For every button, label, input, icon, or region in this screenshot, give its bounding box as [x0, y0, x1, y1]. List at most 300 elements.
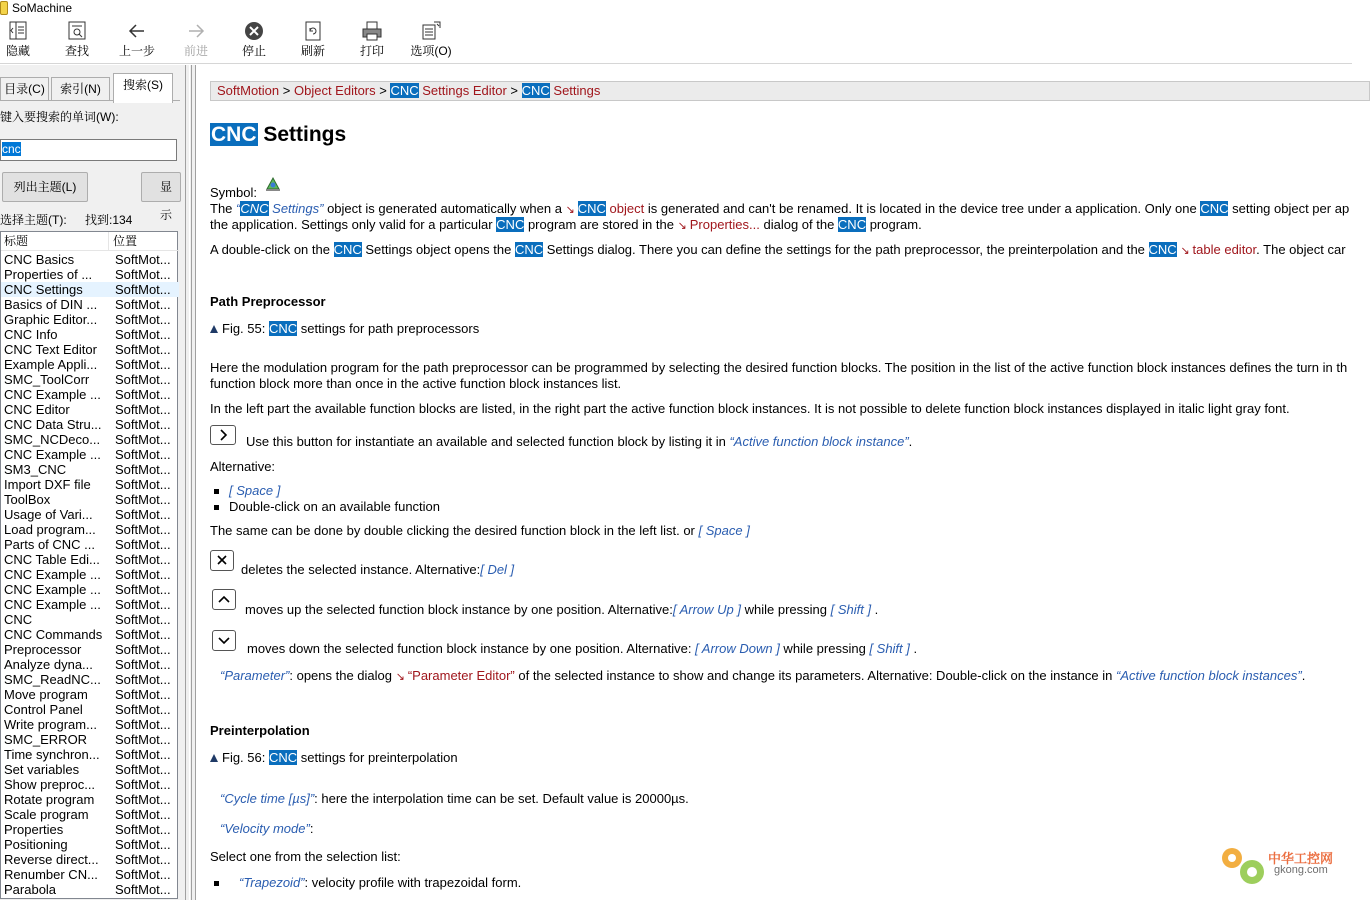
topic-title: CNC Table Edi...: [4, 552, 100, 567]
paragraph-delete: [241, 562, 514, 578]
term-cycle-time: “Cycle time [µs]”: [220, 791, 315, 806]
topic-row[interactable]: [1, 462, 179, 477]
topic-title: Control Panel: [4, 702, 83, 717]
topic-title: Show preproc...: [4, 777, 96, 792]
topic-row[interactable]: [1, 732, 179, 747]
column-title-header[interactable]: 标题: [4, 234, 29, 248]
topic-location: SoftMot...: [115, 657, 171, 672]
topic-title: CNC: [4, 612, 33, 627]
topic-row[interactable]: [1, 372, 179, 387]
tab-search[interactable]: [113, 73, 173, 103]
topic-row[interactable]: [1, 297, 179, 312]
text: .: [871, 602, 879, 617]
topic-row[interactable]: [1, 267, 179, 282]
term-parameter: “Parameter”: [220, 668, 290, 683]
gear-logo-icon: [1212, 840, 1272, 890]
bullet: [214, 881, 219, 886]
topic-title: CNC Commands: [4, 627, 103, 642]
display-button[interactable]: [141, 172, 181, 222]
breadcrumb-cnc-settings-editor[interactable]: [390, 83, 506, 98]
topic-title: CNC Text Editor: [4, 342, 97, 357]
topic-row[interactable]: [1, 792, 179, 807]
text: program are stored in the: [524, 217, 678, 232]
topic-location: SoftMot...: [115, 342, 171, 357]
topic-title: Parabola: [4, 882, 57, 897]
topic-location: SoftMot...: [115, 522, 171, 537]
topic-title: SM3_CNC: [4, 462, 67, 477]
topic-title: Parts of CNC ...: [4, 537, 96, 552]
topic-list-header: [1, 232, 179, 251]
topic-title: SMC_ToolCorr: [4, 372, 90, 387]
nav-tabs: [0, 71, 186, 101]
text: The same can be done by double clicking the desired function block in the left list. or: [210, 523, 699, 538]
topic-title: Reverse direct...: [4, 852, 99, 867]
paragraph-cycle-time: [220, 791, 689, 807]
topic-row[interactable]: [1, 822, 179, 837]
topic-row[interactable]: [1, 252, 179, 267]
watermark-en: gkong.com: [1274, 864, 1328, 876]
topic-location: SoftMot...: [115, 762, 171, 777]
delete-button-image: [210, 550, 234, 571]
move-up-button-image: [212, 589, 236, 610]
topic-location: SoftMot...: [115, 567, 171, 582]
select-topic-label: 选择主题(T):: [0, 213, 67, 227]
paragraph-left-right: In the left part the available function blocks are listed, in the right part the active function block instances. It is not possible to delete function block instances displayed in italic light gray font.: [210, 401, 1290, 416]
text: dialog of the: [759, 217, 838, 232]
instantiate-button-image: [210, 425, 236, 445]
text: while pressing: [740, 602, 831, 617]
expand-triangle-icon: [210, 325, 218, 333]
topic-row[interactable]: [1, 717, 179, 732]
find-button[interactable]: [63, 20, 91, 62]
topic-title: CNC Settings: [4, 282, 83, 297]
search-panel: [0, 100, 180, 900]
topic-row[interactable]: [1, 552, 179, 567]
link-arrow-icon: ↘: [677, 220, 687, 232]
topic-location: SoftMot...: [115, 477, 171, 492]
text: while pressing: [779, 641, 870, 656]
options-button[interactable]: [408, 20, 454, 62]
tab-contents-label: 目录(C): [4, 82, 45, 96]
topic-location: SoftMot...: [115, 822, 171, 837]
topic-row[interactable]: [1, 417, 179, 432]
key-space: [ Space ]: [229, 483, 281, 498]
topic-location: SoftMot...: [115, 447, 171, 462]
options-label: 选项(O): [410, 44, 452, 58]
topic-row[interactable]: [1, 312, 179, 327]
breadcrumb-cnc-settings: [522, 83, 601, 98]
paragraph-same: [210, 523, 750, 539]
term-trapezoid: “Trapezoid”: [239, 875, 305, 890]
topic-title: CNC Basics: [4, 252, 75, 267]
text: Settings dialog. There you can define the settings for the path preprocessor, the preinterpolation and the: [543, 242, 1149, 257]
topic-location: SoftMot...: [115, 492, 171, 507]
topic-row[interactable]: [1, 612, 179, 627]
search-prompt: 键入要搜索的单词(W):: [0, 110, 119, 124]
list-item-double-click: Double-click on an available function: [229, 499, 441, 514]
topic-row[interactable]: [1, 282, 179, 297]
topic-title: CNC Example ...: [4, 597, 101, 612]
topic-row[interactable]: [1, 567, 179, 582]
topic-row[interactable]: [1, 597, 179, 612]
refresh-button[interactable]: [299, 20, 327, 62]
navigation-pane: [0, 65, 186, 900]
topic-location: SoftMot...: [115, 807, 171, 822]
topic-row[interactable]: [1, 867, 179, 882]
back-arrow-icon: [126, 20, 148, 42]
topic-title: Properties: [4, 822, 64, 837]
topic-location: SoftMot...: [115, 867, 171, 882]
breadcrumb-sep: >: [279, 83, 294, 98]
topic-location: SoftMot...: [115, 267, 171, 282]
display-label: 显示: [160, 180, 173, 222]
topic-title: Time synchron...: [4, 747, 100, 762]
stop-label: 停止: [241, 44, 266, 58]
paragraph-move-down: [247, 641, 917, 657]
text: : velocity profile with trapezoidal form.: [304, 875, 522, 890]
heading-preinterpolation: Preinterpolation: [210, 723, 310, 738]
bullet: [214, 505, 219, 510]
paragraph-parameter: [220, 668, 1305, 685]
link-arrow-icon: ↘: [565, 204, 575, 216]
tab-index[interactable]: [51, 77, 110, 101]
text: program.: [866, 217, 922, 232]
topic-row[interactable]: [1, 687, 179, 702]
topic-location: SoftMot...: [115, 777, 171, 792]
text: . The object car: [1256, 242, 1346, 257]
topic-title: Move program: [4, 687, 88, 702]
title-bar: [0, 0, 1352, 17]
topic-location: SoftMot...: [115, 837, 171, 852]
topic-row[interactable]: [1, 477, 179, 492]
breadcrumb-text: Settings: [549, 83, 601, 98]
breadcrumb-softmotion[interactable]: SoftMotion: [217, 83, 280, 98]
topic-row[interactable]: [1, 582, 179, 597]
symbol-label: Symbol:: [210, 185, 257, 200]
column-location-header[interactable]: 位置: [113, 234, 138, 248]
chevron-right-icon: [211, 426, 235, 444]
back-button[interactable]: [117, 20, 157, 62]
stop-button[interactable]: [240, 20, 268, 62]
topic-row[interactable]: [1, 402, 179, 417]
highlight: CNC: [268, 321, 298, 336]
highlight: CNC: [496, 217, 525, 232]
highlight: CNC: [1200, 201, 1229, 216]
topic-title: Usage of Vari...: [4, 507, 93, 522]
topic-location: SoftMot...: [115, 747, 171, 762]
topic-row[interactable]: [1, 447, 179, 462]
forward-button[interactable]: [181, 20, 211, 62]
topic-location: SoftMot...: [115, 672, 171, 687]
topic-location: SoftMot...: [115, 312, 171, 327]
bullet: [214, 489, 219, 494]
topic-location: SoftMot...: [115, 387, 171, 402]
term-active-fb-instance: “Active function block instance”: [729, 434, 909, 449]
topic-title: Set variables: [4, 762, 80, 777]
topic-location: SoftMot...: [115, 732, 171, 747]
topic-row[interactable]: [1, 657, 179, 672]
topic-title: Graphic Editor...: [4, 312, 98, 327]
alternative-label: Alternative:: [210, 459, 276, 474]
topic-title: Scale program: [4, 807, 89, 822]
topic-title: Load program...: [4, 522, 96, 537]
topic-list[interactable]: [0, 231, 178, 899]
topic-row[interactable]: [1, 882, 179, 897]
topic-row[interactable]: [1, 507, 179, 522]
expand-triangle-icon: [210, 754, 218, 762]
paragraph-move-up: [245, 602, 878, 618]
print-label: 打印: [359, 44, 384, 58]
term-velocity-mode: “Velocity mode”: [220, 821, 310, 836]
chevron-down-icon: [213, 631, 235, 650]
highlight: CNC: [577, 201, 606, 216]
text: : here the interpolation time can be set. Default value is 20000µs.: [314, 791, 689, 806]
text: Use this button for instantiate an available and selected function block by listing it in: [246, 434, 730, 449]
key-del: [ Del ]: [480, 562, 515, 577]
hide-button[interactable]: [4, 20, 32, 62]
topic-location: SoftMot...: [115, 252, 171, 267]
topic-title: Example Appli...: [4, 357, 98, 372]
topic-row[interactable]: [1, 327, 179, 342]
breadcrumb-object-editors[interactable]: Object Editors: [293, 83, 376, 98]
topic-row[interactable]: [1, 492, 179, 507]
text: setting object per ap: [1228, 201, 1350, 216]
paragraph-intro-2: [210, 217, 922, 234]
title-text: Settings: [257, 123, 347, 146]
text: .: [1301, 668, 1306, 683]
options-icon: [420, 20, 442, 42]
text: moves up the selected function block instance by one position. Alternative:: [245, 602, 673, 617]
topic-title: Properties of ...: [4, 267, 93, 282]
text: .: [908, 434, 913, 449]
tab-contents[interactable]: [0, 77, 49, 101]
list-item-space: [229, 483, 280, 499]
topic-title: CNC Info: [4, 327, 58, 342]
hide-label: 隐藏: [5, 44, 30, 58]
text: of the selected instance to show and change its parameters. Alternative: Double-click on the instance in: [514, 668, 1116, 683]
topic-row[interactable]: [1, 702, 179, 717]
title-highlight: CNC: [211, 123, 257, 146]
topic-title: CNC Example ...: [4, 387, 101, 402]
paragraph-instantiate: [246, 434, 912, 450]
find-icon: [66, 20, 88, 42]
topic-title: Basics of DIN ...: [4, 297, 98, 312]
topic-row[interactable]: [1, 852, 179, 867]
topic-row[interactable]: [1, 627, 179, 642]
text: settings for path preprocessors: [297, 321, 480, 336]
text: moves down the selected function block instance by one position. Alternative:: [247, 641, 696, 656]
refresh-icon: [302, 20, 324, 42]
print-button[interactable]: [358, 20, 386, 62]
highlight: CNC: [268, 750, 298, 765]
close-icon: [211, 551, 233, 570]
find-label: 查找: [64, 44, 89, 58]
move-down-button-image: [212, 630, 236, 651]
topic-row[interactable]: [1, 537, 179, 552]
app-icon: [0, 1, 8, 15]
text: .: [909, 641, 918, 656]
topic-title: CNC Example ...: [4, 582, 101, 597]
window-title: SoMachine: [12, 1, 73, 15]
topic-title: Write program...: [4, 717, 97, 732]
key-shift: [ Shift ]: [869, 641, 910, 656]
link-properties[interactable]: Properties...: [689, 217, 760, 232]
text: :: [309, 821, 314, 836]
tab-search-label: 搜索(S): [123, 78, 163, 92]
toolbar: [0, 17, 1352, 64]
page-title: [210, 123, 346, 147]
heading-path-preprocessor: Path Preprocessor: [210, 294, 326, 309]
topic-title: CNC Editor: [4, 402, 70, 417]
topic-location: SoftMot...: [115, 642, 171, 657]
text: The: [210, 201, 237, 216]
text: the application. Settings only valid for a particular: [210, 217, 497, 232]
topic-title: Renumber CN...: [4, 867, 98, 882]
text: Fig. 56:: [222, 750, 269, 765]
highlight: CNC: [1148, 242, 1177, 257]
topic-location: SoftMot...: [115, 612, 171, 627]
stop-icon: [243, 20, 265, 42]
forward-arrow-icon: [185, 20, 207, 42]
topic-row[interactable]: [1, 672, 179, 687]
key-arrow-up: [ Arrow Up ]: [672, 602, 741, 617]
back-label: 上一步: [118, 44, 155, 58]
topic-location: SoftMot...: [115, 582, 171, 597]
text: is generated and can't be renamed. It is located in the device tree under a application. Only one: [644, 201, 1201, 216]
topic-row[interactable]: [1, 387, 179, 402]
topic-title: SMC_ReadNC...: [4, 672, 101, 687]
breadcrumb-sep: >: [506, 83, 522, 98]
list-item-trapezoid: [239, 875, 521, 891]
forward-label: 前进: [183, 44, 208, 58]
topic-title: Rotate program: [4, 792, 95, 807]
topic-title: Analyze dyna...: [4, 657, 93, 672]
topic-location: SoftMot...: [115, 507, 171, 522]
watermark-cn: 中华工控网: [1268, 851, 1334, 866]
link-arrow-icon: ↘: [1180, 245, 1190, 257]
topic-row[interactable]: [1, 777, 179, 792]
topic-row[interactable]: [1, 342, 179, 357]
topic-location: SoftMot...: [115, 627, 171, 642]
paragraph-intro-1: [210, 201, 1349, 218]
topic-row[interactable]: [1, 357, 179, 372]
topic-location: SoftMot...: [115, 357, 171, 372]
symbol-line: [210, 175, 282, 201]
text: Settings object opens the: [361, 242, 515, 257]
topic-location: SoftMot...: [115, 702, 171, 717]
key-shift: [ Shift ]: [830, 602, 872, 617]
topic-row[interactable]: [1, 747, 179, 762]
topic-title: CNC Data Stru...: [4, 417, 102, 432]
text: object is generated automatically when a: [323, 201, 566, 216]
topic-row[interactable]: [1, 642, 179, 657]
chevron-up-icon: [213, 590, 235, 609]
paragraph-intro-3: [210, 242, 1346, 259]
paragraph-modulation-1: Here the modulation program for the path preprocessor can be programmed by selecting the desired function blocks. The position in the list of the active function block instances defines the turn in th: [210, 360, 1348, 375]
figure-56-caption[interactable]: [210, 750, 458, 766]
topic-row[interactable]: [1, 807, 179, 822]
topic-row[interactable]: [1, 762, 179, 777]
highlight: CNC: [837, 217, 867, 232]
topic-title: CNC Example ...: [4, 567, 101, 582]
figure-55-caption[interactable]: [210, 321, 479, 337]
column-separator[interactable]: [108, 232, 109, 251]
text: settings for preinterpolation: [297, 750, 458, 765]
topic-title: Preprocessor: [4, 642, 82, 657]
list-topics-label: 列出主题(L): [13, 180, 77, 194]
highlight: CNC: [240, 201, 269, 216]
topic-location: SoftMot...: [115, 462, 171, 477]
topic-title: CNC Example ...: [4, 447, 101, 462]
highlight: CNC: [514, 242, 544, 257]
paragraph-velocity-mode: [220, 821, 313, 837]
text: A double-click on the: [210, 242, 334, 257]
breadcrumb-text: Settings Editor: [418, 83, 507, 98]
tab-index-label: 索引(N): [60, 82, 101, 96]
text: : opens the dialog: [289, 668, 396, 683]
text: Fig. 55:: [222, 321, 269, 336]
link-table-editor[interactable]: table editor: [1192, 242, 1257, 257]
topic-location: SoftMot...: [115, 432, 171, 447]
pane-splitter[interactable]: [186, 65, 196, 900]
topic-location: SoftMot...: [115, 717, 171, 732]
link-cnc-settings[interactable]: “CNC Settings”: [236, 201, 324, 216]
topic-location: SoftMot...: [115, 372, 171, 387]
topic-location: SoftMot...: [115, 282, 171, 297]
topic-location: SoftMot...: [115, 297, 171, 312]
highlight: CNC: [333, 242, 362, 257]
topic-location: SoftMot...: [115, 327, 171, 342]
topic-location: SoftMot...: [115, 882, 171, 897]
search-input[interactable]: [0, 139, 177, 161]
topic-location: SoftMot...: [115, 417, 171, 432]
topic-title: Import DXF file: [4, 477, 91, 492]
paragraph-modulation-2: function block more than once in the active function block instances list.: [210, 376, 622, 391]
topic-row[interactable]: [1, 432, 179, 447]
topic-location: SoftMot...: [115, 402, 171, 417]
topic-location: SoftMot...: [115, 552, 171, 567]
splitter-grip: [189, 65, 192, 900]
breadcrumb-sep: >: [375, 83, 391, 98]
list-topics-button[interactable]: [2, 172, 88, 202]
topic-row[interactable]: [1, 837, 179, 852]
topic-row[interactable]: [1, 522, 179, 537]
topic-location: SoftMot...: [115, 792, 171, 807]
topic-location: SoftMot...: [115, 687, 171, 702]
breadcrumb: [210, 81, 1370, 101]
key-space: [ Space ]: [698, 523, 750, 538]
refresh-label: 刷新: [300, 44, 325, 58]
topic-location: SoftMot...: [115, 597, 171, 612]
breadcrumb-highlight: CNC: [521, 83, 550, 98]
topic-location: SoftMot...: [115, 537, 171, 552]
link-arrow-icon: ↘: [395, 671, 405, 683]
topic-title: Positioning: [4, 837, 68, 852]
cnc-settings-symbol-icon: [264, 175, 282, 193]
topic-title: SMC_NCDeco...: [4, 432, 101, 447]
topic-title: SMC_ERROR: [4, 732, 88, 747]
paragraph-select-one: Select one from the selection list:: [210, 849, 401, 864]
text: deletes the selected instance. Alternative:: [241, 562, 481, 577]
content-pane: [197, 65, 1352, 900]
key-arrow-down: [ Arrow Down ]: [695, 641, 780, 656]
search-value: cnc: [2, 142, 21, 156]
topic-location: SoftMot...: [115, 852, 171, 867]
link-parameter-editor[interactable]: “Parameter Editor”: [407, 668, 515, 683]
hide-pane-icon: [7, 20, 29, 42]
found-count: 找到:134: [85, 213, 133, 227]
link-cnc-object[interactable]: CNC object: [577, 201, 645, 216]
